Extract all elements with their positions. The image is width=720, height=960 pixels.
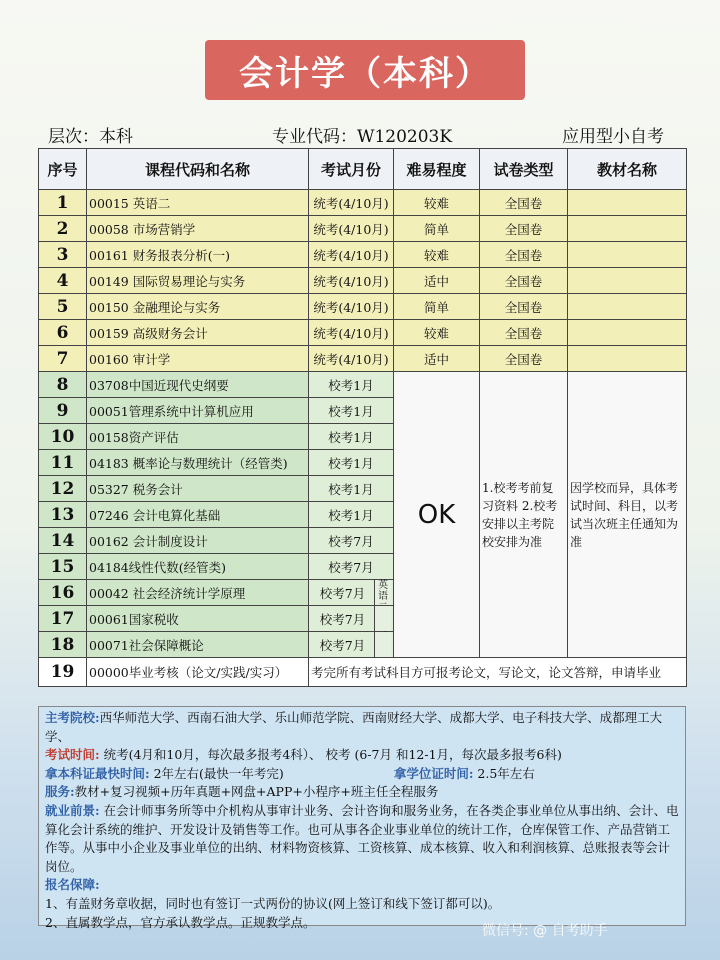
cert-label: 拿本科证最快时间:	[45, 765, 150, 781]
row-num: 9	[39, 398, 87, 424]
header-num: 序号	[39, 149, 87, 190]
degree-text: 2.5年左右	[473, 765, 535, 781]
exam-month: 校考1月	[309, 502, 394, 528]
course-name: 00071社会保障概论	[87, 632, 309, 658]
row-num: 16	[39, 580, 87, 606]
info-panel	[38, 706, 686, 930]
textbook	[568, 190, 687, 216]
difficulty: 较难	[394, 242, 480, 268]
course-name: 05327 税务会计	[87, 476, 309, 502]
course-name: 00158资产评估	[87, 424, 309, 450]
exam-month-text: 校考7月	[319, 637, 366, 653]
guarantee-label-line	[45, 876, 679, 895]
textbook	[568, 320, 687, 346]
exam-month-text: 校考7月	[319, 585, 366, 601]
course-name: 03708中国近现代史纲要	[87, 372, 309, 398]
guarantee-1: 1、有盖财务章收据，同时也有签订一式两份的协议(网上签订和线下签订都可以)。	[45, 895, 501, 911]
table-row	[39, 294, 687, 320]
table-row	[39, 346, 687, 372]
job-text: 在会计师事务所等中介机构从事审计业务、会计咨询和服务业务，在各类企事业单位从事出纳、会计、电算化会计系统的维护、开发设计及销售等工作。也可从事各企业事业单位的统计工作，仓库保管工作、产品营销工作等。从事中小企业及事业单位的出纳、材料物资核算、工资核算、成本核算、收入和利润核算、总账报表等会计岗位。	[45, 802, 679, 874]
header-difficulty: 难易程度	[394, 149, 480, 190]
guarantee-2: 2、直属教学点，官方承认教学点。正规教学点。	[45, 914, 316, 930]
paper-type: 全国卷	[480, 346, 568, 372]
row-num: 18	[39, 632, 87, 658]
row-num: 4	[39, 268, 87, 294]
paper-type: 全国卷	[480, 190, 568, 216]
exempt-note-cont	[374, 606, 391, 631]
row-num: 13	[39, 502, 87, 528]
course-name: 00058 市场营销学	[87, 216, 309, 242]
course-name: 00162 会计制度设计	[87, 528, 309, 554]
wechat-watermark: 微信号: @ 自考助手	[482, 923, 608, 939]
exam-month: 统考(4/10月)	[309, 294, 394, 320]
exam-month: 统考(4/10月)	[309, 346, 394, 372]
difficulty: 适中	[394, 346, 480, 372]
exam-time-line	[45, 746, 679, 765]
row-num: 15	[39, 554, 87, 580]
exam-time-label: 考试时间:	[45, 747, 100, 763]
table-row	[39, 216, 687, 242]
exempt-note: 英语	[374, 580, 391, 605]
exam-month	[309, 606, 394, 632]
row-num: 3	[39, 242, 87, 268]
course-name: 00160 审计学	[87, 346, 309, 372]
exam-time-text: 统考(4月和10月，每次最多报考4科）、 校考 (6-7月 和12-1月，每次最多报考6科)	[99, 747, 562, 763]
textbook-note: 因学校而异，具体考试时间、科目，以考试当次班主任通知为准	[568, 372, 687, 658]
difficulty: 简单	[394, 294, 480, 320]
table-row	[39, 268, 687, 294]
paper-type: 全国卷	[480, 320, 568, 346]
exam-month: 统考(4/10月)	[309, 242, 394, 268]
textbook	[568, 242, 687, 268]
service-line	[45, 783, 679, 802]
difficulty: 较难	[394, 320, 480, 346]
exam-month: 统考(4/10月)	[309, 320, 394, 346]
cert-text: 2年左右(最快一年考完)	[149, 765, 284, 781]
level-label: 层次：本科	[48, 127, 133, 147]
guarantee-label: 报名保障:	[45, 877, 100, 893]
program-type-label: 应用型小自考	[562, 127, 664, 147]
difficulty: 简单	[394, 216, 480, 242]
degree-label: 拿学位证时间:	[393, 765, 474, 781]
course-table	[38, 148, 687, 687]
course-name: 00159 高级财务会计	[87, 320, 309, 346]
row-num: 8	[39, 372, 87, 398]
job-line	[45, 802, 679, 876]
course-name: 07246 会计电算化基础	[87, 502, 309, 528]
exam-month: 校考1月	[309, 450, 394, 476]
row-num: 5	[39, 294, 87, 320]
schools-label: 主考院校:	[45, 710, 100, 725]
schools-line	[45, 709, 679, 746]
exempt-note-cont	[374, 632, 391, 657]
row-num: 2	[39, 216, 87, 242]
major-code-label: 专业代码：W120203K	[272, 127, 453, 147]
textbook	[568, 294, 687, 320]
service-label: 服务:	[45, 784, 75, 800]
exam-month: 校考7月	[309, 554, 394, 580]
course-name: 00000毕业考核（论文/实践/实习）	[87, 658, 309, 687]
row-num: 14	[39, 528, 87, 554]
paper-type: 全国卷	[480, 216, 568, 242]
row-num: 1	[39, 190, 87, 216]
textbook	[568, 346, 687, 372]
exam-month: 校考1月	[309, 372, 394, 398]
school-exam-note: 1.校考考前复习资料 2.校考安排以主考院校安排为准	[480, 372, 568, 658]
table-row	[39, 190, 687, 216]
table-row	[39, 372, 687, 398]
exam-month: 统考(4/10月)	[309, 190, 394, 216]
row-num: 17	[39, 606, 87, 632]
course-name: 00161 财务报表分析(一)	[87, 242, 309, 268]
header-course: 课程代码和名称	[87, 149, 309, 190]
row-num: 12	[39, 476, 87, 502]
exam-month: 校考1月	[309, 476, 394, 502]
paper-type: 全国卷	[480, 268, 568, 294]
table-row	[39, 658, 687, 687]
row-num: 19	[39, 658, 87, 687]
exam-month-text: 校考7月	[319, 611, 366, 627]
course-name: 00051管理系统中计算机应用	[87, 398, 309, 424]
course-name: 00149 国际贸易理论与实务	[87, 268, 309, 294]
exam-month: 校考7月	[309, 528, 394, 554]
row-num: 10	[39, 424, 87, 450]
course-name: 00042 社会经济统计学原理	[87, 580, 309, 606]
course-name: 04183 概率论与数理统计（经管类)	[87, 450, 309, 476]
textbook	[568, 216, 687, 242]
course-name: 00061国家税收	[87, 606, 309, 632]
cert-line	[45, 765, 679, 784]
row-num: 6	[39, 320, 87, 346]
exam-month: 统考(4/10月)	[309, 216, 394, 242]
course-name: 04184线性代数(经管类)	[87, 554, 309, 580]
header-paper-type: 试卷类型	[480, 149, 568, 190]
exam-month	[309, 632, 394, 658]
page-title: 会计学（本科）	[205, 40, 525, 100]
exam-month: 校考1月	[309, 424, 394, 450]
thesis-note: 考完所有考试科目方可报考论文，写论文，论文答辩，申请毕业	[309, 658, 687, 687]
difficulty: 较难	[394, 190, 480, 216]
job-label: 就业前景:	[45, 802, 100, 818]
table-row	[39, 320, 687, 346]
paper-type: 全国卷	[480, 242, 568, 268]
exam-month: 校考1月	[309, 398, 394, 424]
table-row	[39, 242, 687, 268]
header-exam-month: 考试月份	[309, 149, 394, 190]
exam-month	[309, 580, 394, 606]
ok-cell: OK	[394, 372, 480, 658]
row-num: 11	[39, 450, 87, 476]
schools-text: 西华师范大学、西南石油大学、乐山师范学院、西南财经大学、成都大学、电子科技大学、成都理工大学、	[45, 710, 663, 744]
row-num: 7	[39, 346, 87, 372]
course-name: 00150 金融理论与实务	[87, 294, 309, 320]
table-header-row	[39, 149, 687, 190]
header-textbook: 教材名称	[568, 149, 687, 190]
course-name: 00015 英语二	[87, 190, 309, 216]
difficulty: 适中	[394, 268, 480, 294]
exam-month: 统考(4/10月)	[309, 268, 394, 294]
paper-type: 全国卷	[480, 294, 568, 320]
service-text: 教材+复习视频+历年真题+网盘+APP+小程序+班主任全程服务	[74, 784, 439, 800]
textbook	[568, 268, 687, 294]
